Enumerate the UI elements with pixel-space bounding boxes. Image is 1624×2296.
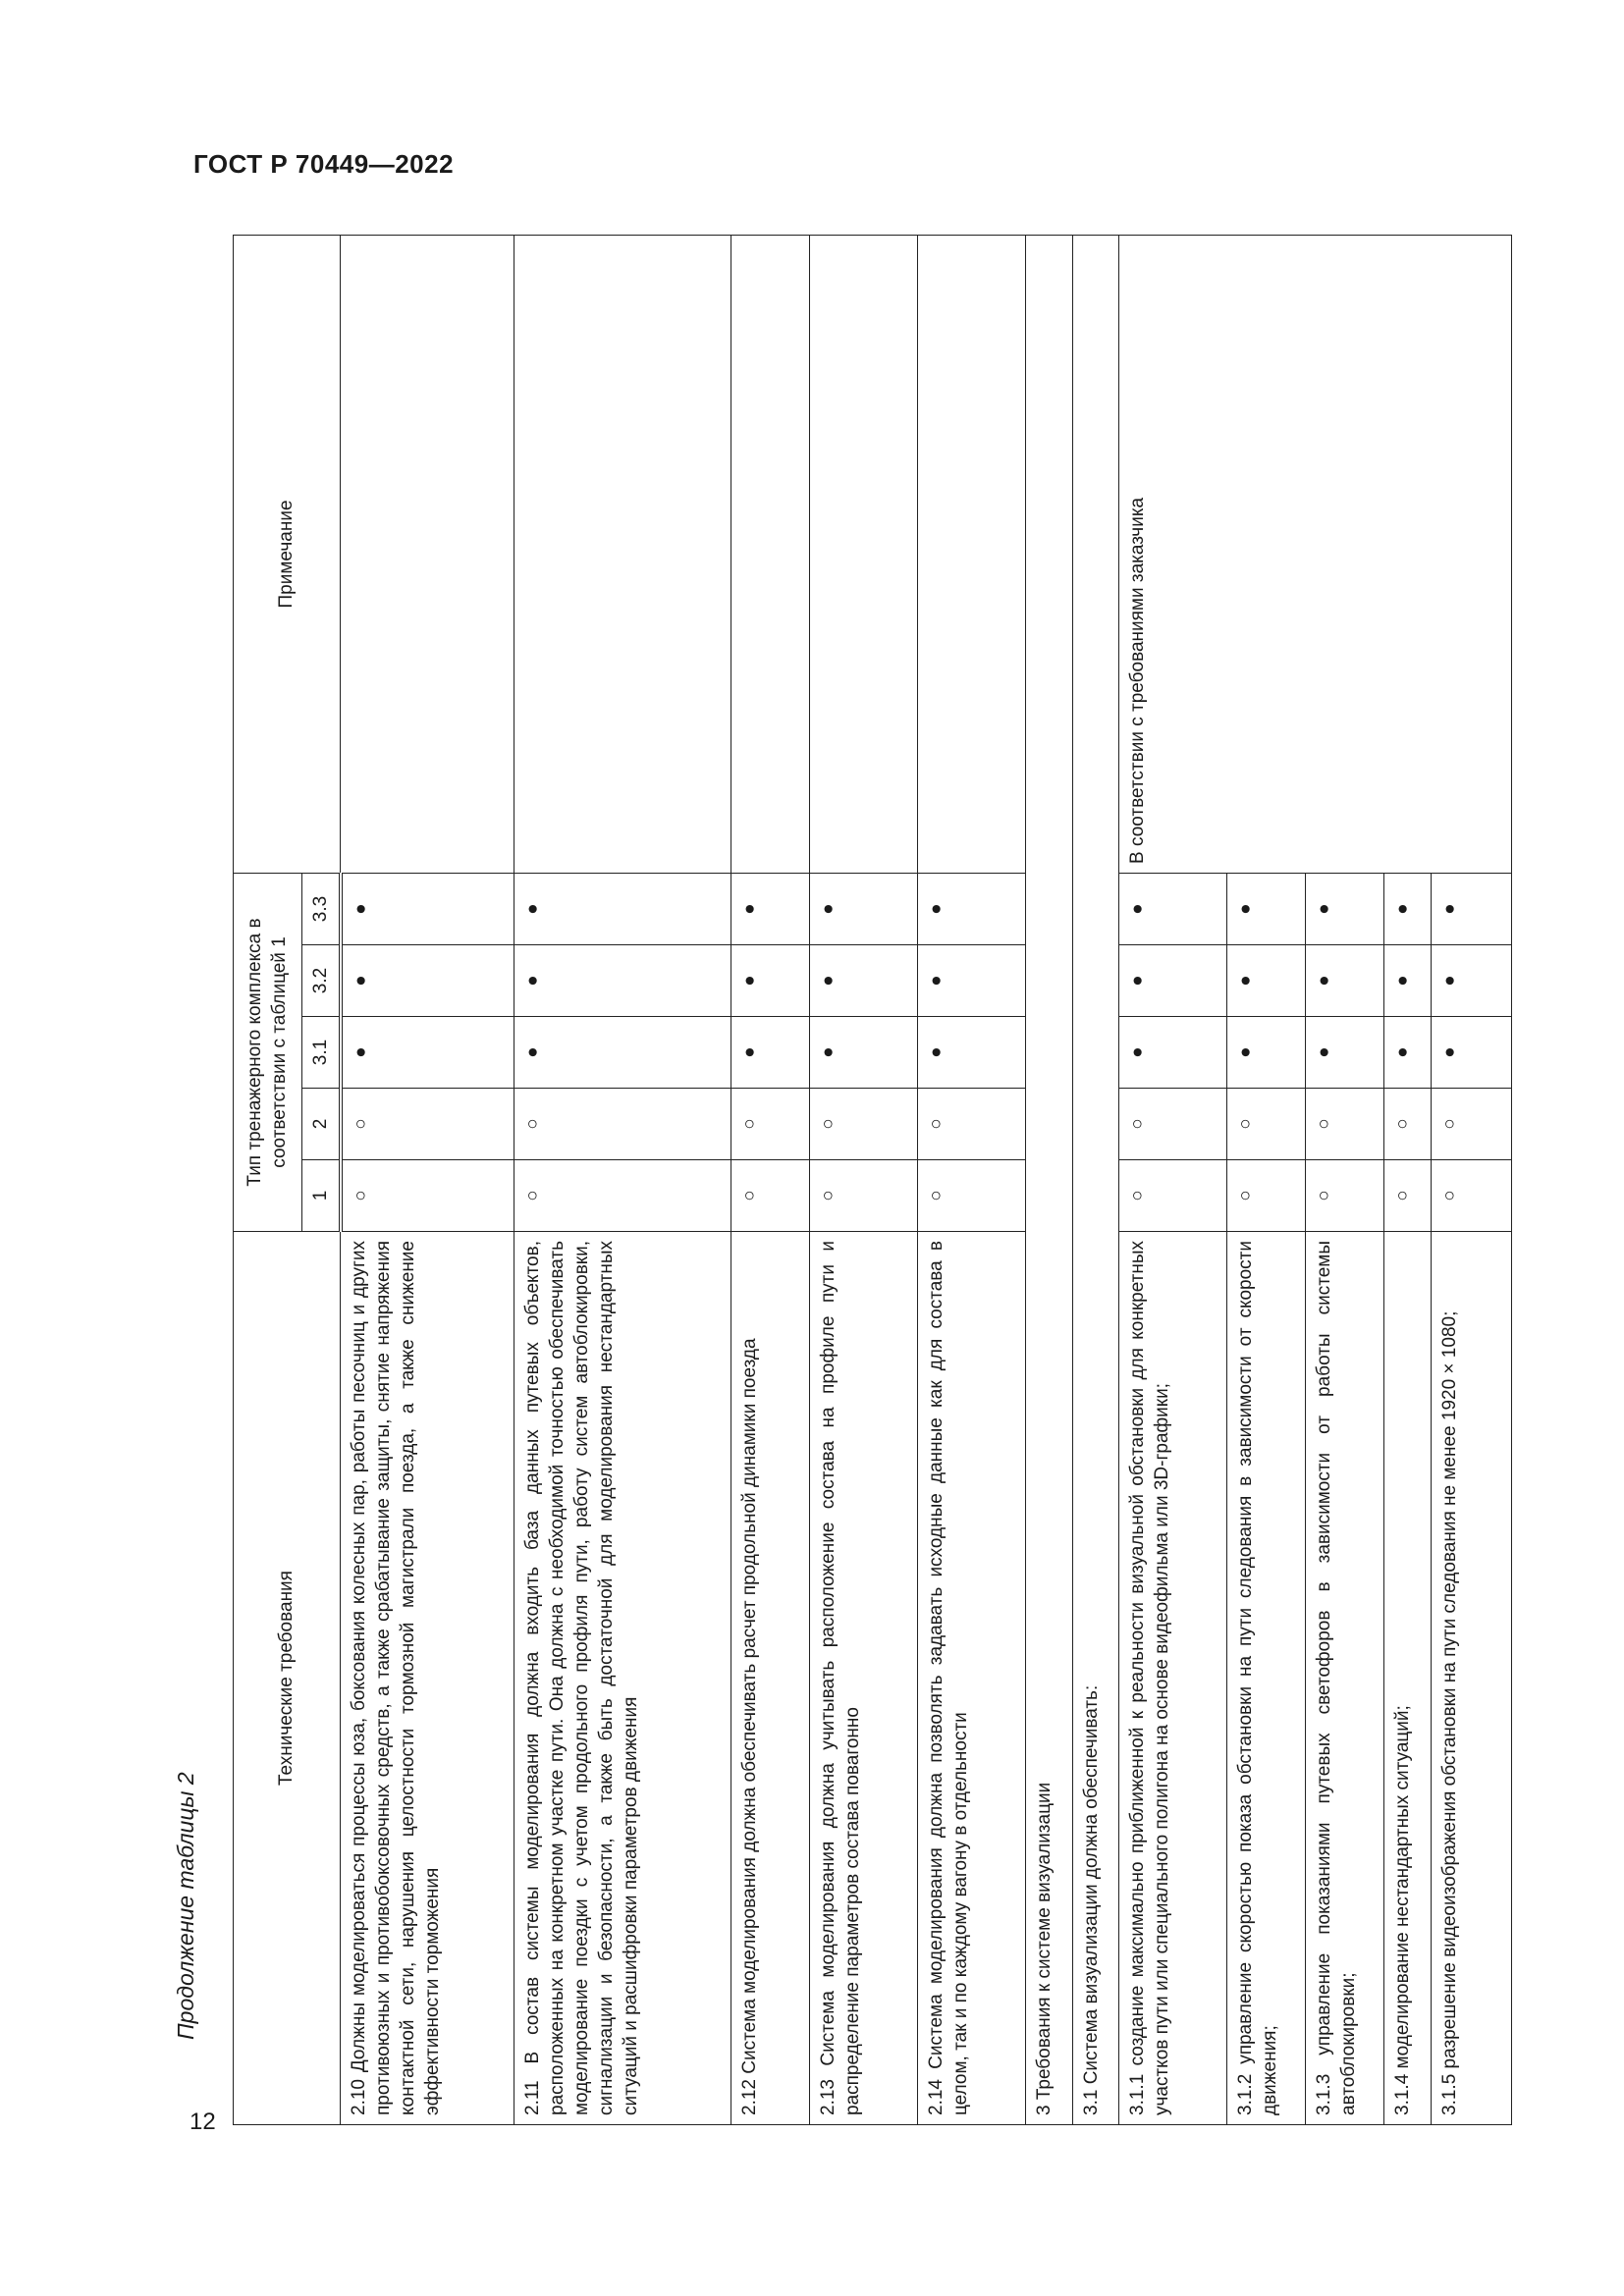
row-3-1-1-text: 3.1.1 создание максимально приближенной к реальности визуальной обстановки для конкретных участков пути или специального полигона на основе видеофильма или 3D-графики; xyxy=(1118,1232,1226,2125)
section-3-1-heading: 3.1 Система визуализации должна обеспечивать: xyxy=(1072,235,1118,2124)
row-3-1-4-mark-1: ○ xyxy=(1384,1160,1431,1232)
row-3-1-4-mark-3-2: ● xyxy=(1384,945,1431,1017)
row-2-10-text: 2.10 Должны моделироваться процессы юза, боксования колесных пар, работы песочниц и других противоюзных и противобоксовочных средств, а также срабатывание защиты, снятие напряжения контактной сети, нарушения целостности тормозной магистрали поезда, а также снижение эффективности торможения xyxy=(341,1232,514,2125)
row-3-1-1-mark-3-1: ● xyxy=(1118,1017,1226,1089)
header-note: Примечание xyxy=(234,235,341,873)
row-2-14-note xyxy=(918,235,1026,873)
row-3-1-1-mark-3-2: ● xyxy=(1118,945,1226,1017)
row-2-13-note xyxy=(810,235,918,873)
table-row xyxy=(918,235,1026,2124)
row-3-1-3-text: 3.1.3 управление показаниями путевых светофоров в зависимости от работы системы автоблокировки; xyxy=(1306,1232,1384,2125)
row-2-13-mark-3-1: ● xyxy=(810,1017,918,1089)
row-2-13-mark-2: ○ xyxy=(810,1089,918,1160)
header-type-3-3: 3.3 xyxy=(301,873,340,944)
row-3-1-5-mark-3-2: ● xyxy=(1431,945,1511,1017)
row-3-1-5-mark-3-3: ● xyxy=(1431,873,1511,944)
row-2-11-mark-2: ○ xyxy=(514,1089,731,1160)
row-2-10-mark-3-2: ● xyxy=(341,945,514,1017)
row-2-14-mark-3-2: ● xyxy=(918,945,1026,1017)
row-3-1-1-mark-3-3: ● xyxy=(1118,873,1226,944)
row-2-11-mark-3-2: ● xyxy=(514,945,731,1017)
row-3-1-4-mark-2: ○ xyxy=(1384,1089,1431,1160)
row-2-13-mark-1: ○ xyxy=(810,1160,918,1232)
section-3-heading: 3 Требования к системе визуализации xyxy=(1026,235,1072,2124)
row-3-1-2-mark-1: ○ xyxy=(1226,1160,1305,1232)
row-2-12-mark-1: ○ xyxy=(731,1160,810,1232)
row-2-11-mark-3-3: ● xyxy=(514,873,731,944)
row-2-10-mark-3-1: ● xyxy=(341,1017,514,1089)
row-2-13-mark-3-3: ● xyxy=(810,873,918,944)
row-2-14-mark-2: ○ xyxy=(918,1089,1026,1160)
row-3-1-2-mark-3-2: ● xyxy=(1226,945,1305,1017)
section-3-1-note: В соответствии с требованиями заказчика xyxy=(1118,235,1511,873)
row-3-1-1-mark-2: ○ xyxy=(1118,1089,1226,1160)
row-3-1-2-mark-3-3: ● xyxy=(1226,873,1305,944)
row-3-1-4-mark-3-1: ● xyxy=(1384,1017,1431,1089)
table-row xyxy=(731,235,810,2124)
row-3-1-5-mark-3-1: ● xyxy=(1431,1017,1511,1089)
row-2-14-text: 2.14 Система моделирования должна позволять задавать исходные данные как для состава в целом, так и по каждому вагону в отдельности xyxy=(918,1232,1026,2125)
table-continuation-caption: Продолжение таблицы 2 xyxy=(173,1772,198,2040)
row-2-11-mark-1: ○ xyxy=(514,1160,731,1232)
row-2-12-mark-2: ○ xyxy=(731,1089,810,1160)
row-2-11-note xyxy=(514,235,731,873)
row-3-1-5-mark-1: ○ xyxy=(1431,1160,1511,1232)
header-type-3-2: 3.2 xyxy=(301,945,340,1017)
header-requirements: Технические требования xyxy=(234,1232,341,2125)
table-section-row xyxy=(1026,235,1072,2124)
row-2-12-mark-3-3: ● xyxy=(731,873,810,944)
table-section-row xyxy=(1072,235,1118,2124)
header-type-2: 2 xyxy=(301,1089,340,1160)
table-row xyxy=(341,235,514,2124)
standard-header: ГОСТ Р 70449—2022 xyxy=(193,149,455,179)
row-3-1-5-mark-2: ○ xyxy=(1431,1089,1511,1160)
row-2-14-mark-1: ○ xyxy=(918,1160,1026,1232)
row-2-14-mark-3-1: ● xyxy=(918,1017,1026,1089)
row-3-1-2-text: 3.1.2 управление скоростью показа обстановки на пути следования в зависимости от скорости движения; xyxy=(1226,1232,1305,2125)
header-type-1: 1 xyxy=(301,1160,340,1232)
row-3-1-3-mark-3-3: ● xyxy=(1306,873,1384,944)
row-3-1-5-text: 3.1.5 разрешение видеоизображения обстановки на пути следования не менее 1920 × 1080; xyxy=(1431,1232,1511,2125)
row-3-1-4-text: 3.1.4 моделирование нестандартных ситуаций; xyxy=(1384,1232,1431,2125)
requirements-table-rotated xyxy=(233,236,1512,2125)
row-3-1-2-mark-3-1: ● xyxy=(1226,1017,1305,1089)
row-2-13-mark-3-2: ● xyxy=(810,945,918,1017)
table-row xyxy=(1118,235,1226,2124)
row-3-1-3-mark-1: ○ xyxy=(1306,1160,1384,1232)
page-number: 12 xyxy=(189,2109,216,2135)
row-2-10-note xyxy=(341,235,514,873)
header-type-group: Тип тренажерного комплекса в соответствии с таблицей 1 xyxy=(234,873,302,1231)
requirements-table xyxy=(233,235,1512,2125)
table-row xyxy=(810,235,918,2124)
row-2-14-mark-3-3: ● xyxy=(918,873,1026,944)
row-3-1-3-mark-3-1: ● xyxy=(1306,1017,1384,1089)
row-3-1-3-mark-2: ○ xyxy=(1306,1089,1384,1160)
row-3-1-3-mark-3-2: ● xyxy=(1306,945,1384,1017)
header-type-3-1: 3.1 xyxy=(301,1017,340,1089)
row-2-13-text: 2.13 Система моделирования должна учитывать расположение состава на профиле пути и распределение параметров состава повагонно xyxy=(810,1232,918,2125)
row-2-11-text: 2.11 В состав системы моделирования должна входить база данных путевых объектов, расположенных на конкретном участке пути. Она должна с необходимой точностью обеспечивать моделирование поездки с учетом продольного профиля пути, работу систем автоблокировки, сигнализации и безопасности, а также быть достаточной для моделирования нестандартных ситуаций и расшифровки параметров движения xyxy=(514,1232,731,2125)
row-3-1-2-mark-2: ○ xyxy=(1226,1089,1305,1160)
row-2-10-mark-2: ○ xyxy=(341,1089,514,1160)
row-2-12-mark-3-2: ● xyxy=(731,945,810,1017)
row-2-10-mark-1: ○ xyxy=(341,1160,514,1232)
row-2-12-mark-3-1: ● xyxy=(731,1017,810,1089)
row-2-10-mark-3-3: ● xyxy=(341,873,514,944)
table-row xyxy=(514,235,731,2124)
row-2-12-note xyxy=(731,235,810,873)
row-3-1-4-mark-3-3: ● xyxy=(1384,873,1431,944)
row-3-1-1-mark-1: ○ xyxy=(1118,1160,1226,1232)
row-2-11-mark-3-1: ● xyxy=(514,1017,731,1089)
row-2-12-text: 2.12 Система моделирования должна обеспечивать расчет продольной динамики поезда xyxy=(731,1232,810,2125)
